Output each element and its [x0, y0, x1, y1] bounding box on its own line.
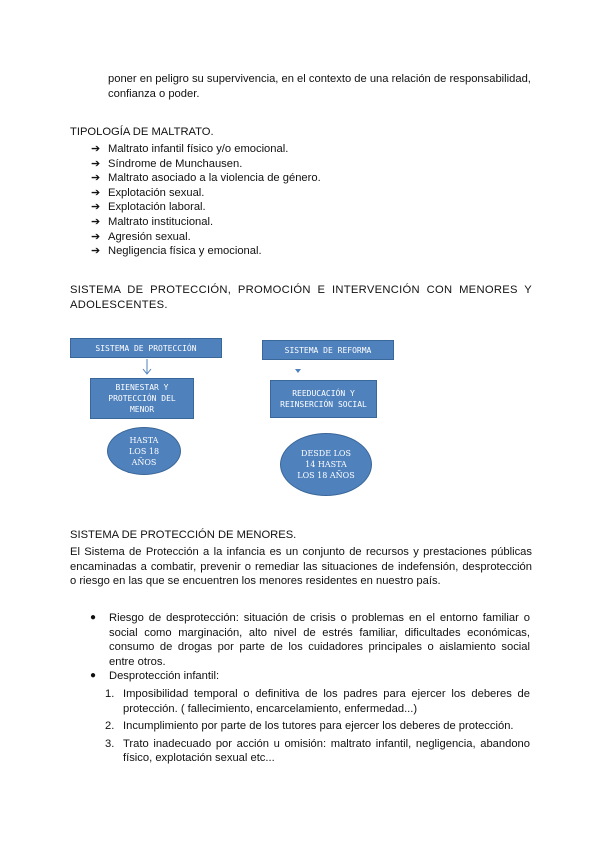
arrow-icon: ➔	[91, 245, 101, 258]
small-arrow-icon	[295, 368, 301, 374]
arrow-icon: ➔	[91, 230, 101, 243]
list-item: ➔ Maltrato asociado a la violencia de género.	[91, 172, 321, 185]
risk-bullet-list	[88, 611, 530, 766]
list-item: 2. Incumplimiento por parte de los tutores para ejercer los deberes de protección.	[105, 720, 514, 733]
arrow-icon: ➔	[91, 157, 101, 170]
list-item: ➔ Síndrome de Munchausen.	[91, 157, 243, 170]
typology-list	[91, 142, 321, 259]
bullet-icon: ●	[90, 670, 97, 682]
numbered-list	[88, 687, 530, 766]
system-heading-line1: SISTEMA DE PROTECCIÓN, PROMOCIÓN E INTERVENCIÓN CON MENORES Y	[70, 284, 532, 296]
list-item: ➔ Negligencia física y emocional.	[91, 245, 262, 258]
arrow-icon: ➔	[91, 201, 101, 214]
list-item: 3. Trato inadecuado por acción u omisión: maltrato infantil, negligencia, abandono físico, explotación sexual etc...	[105, 737, 530, 765]
list-item: ➔ Explotación laboral.	[91, 201, 206, 214]
system-heading-line2: ADOLESCENTES.	[70, 299, 168, 311]
list-item: ➔ Maltrato infantil físico y/o emocional.	[91, 143, 289, 155]
typology-heading: TIPOLOGÍA DE MALTRATO.	[70, 126, 214, 138]
arrow-icon: ➔	[91, 172, 101, 185]
arrow-icon: ➔	[91, 143, 101, 155]
list-item: ➔ Agresión sexual.	[91, 230, 191, 243]
list-item: 1. Imposibilidad temporal o definitiva de los padres para ejercer los deberes de protección. ( fallecimiento, encarcelamiento, enfermedad...)	[105, 687, 530, 715]
list-item: ➔ Maltrato institucional.	[91, 215, 214, 228]
bullet-icon: ●	[90, 612, 97, 623]
intro-paragraph: poner en peligro su supervivencia, en el contexto de una relación de responsabilidad, confianza o poder.	[108, 73, 531, 100]
list-item: ➔ Explotación sexual.	[91, 186, 205, 199]
arrow-icon: ➔	[91, 186, 101, 199]
diagram-box-bienestar: BIENESTAR Y PROTECCIÓN DEL MENOR	[90, 378, 194, 419]
list-item: ● Riesgo de desprotección: situación de crisis o problemas en el entorno familiar o social como marginación, alto nivel de estrés familiar, dificultades económicas, consumo de drogas por parte de los cuidadores principales o aislamiento social entre otros.	[90, 612, 530, 668]
diagram-ellipse-desde-14: DESDE LOS 14 HASTA LOS 18 AÑOS	[280, 433, 372, 496]
protection-paragraph: El Sistema de Protección a la infancia es un conjunto de recursos y prestaciones públicas encaminadas a combatir, prevenir o remediar las situaciones de indefensión, desprotección o riesgo en las que se encuentren los menores residentes en nuestro país.	[70, 546, 532, 588]
list-item: ● Desprotección infantil: 1. Imposibilidad temporal o definitiva de los padres para ejercer los deberes de protección. ( fallecimiento, encarcelamiento, enfermedad...) 2. Incumplimiento por parte de los tutores para ejercer los deberes de protección. 3. Trato inadecuado por acción u omisión: maltrato infantil, negligencia, abandono físico, explotación sexual etc...	[90, 670, 530, 765]
diagram-box-reeducacion: REEDUCACIÓN Y REINSERCIÓN SOCIAL	[270, 380, 377, 418]
diagram-box-sistema-reforma: SISTEMA DE REFORMA	[262, 340, 394, 360]
down-arrow-icon	[140, 359, 154, 376]
diagram-box-sistema-proteccion: SISTEMA DE PROTECCIÓN	[70, 338, 222, 358]
protection-heading: SISTEMA DE PROTECCIÓN DE MENORES.	[70, 529, 297, 541]
arrow-icon: ➔	[91, 215, 101, 228]
diagram-ellipse-hasta-18: HASTA LOS 18 AÑOS	[107, 427, 181, 475]
